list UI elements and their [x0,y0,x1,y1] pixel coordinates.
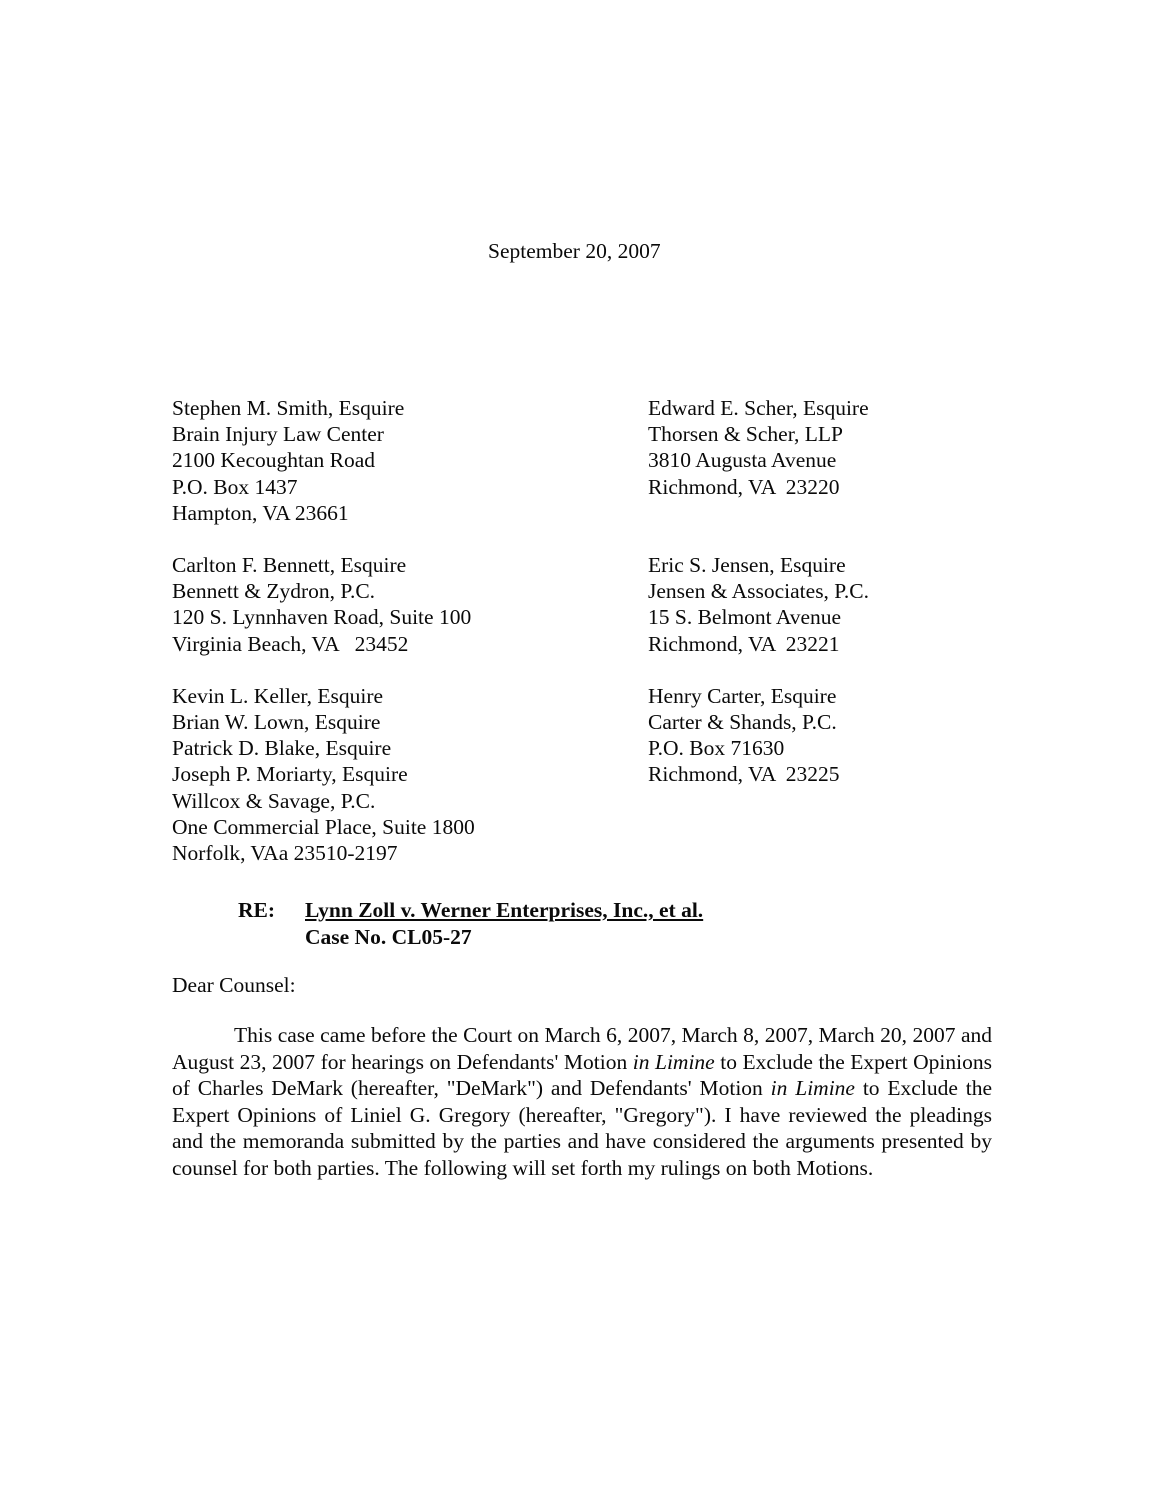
recipient-row [172,683,1052,866]
re-block [238,897,703,950]
address-block-left [172,683,642,866]
re-case-name-line [238,897,703,924]
body-block [172,1022,992,1182]
body-paragraph-1: This case came before the Court on March 6, 2007, March 8, 2007, March 20, 2007 and August 23, 2007 for hearings on Defendants' Motion in Limine to Exclude the Expert Opinions of Charles DeMark (hereafter, "DeMark") and Defendants' Motion in Limine to Exclude the Expert Opinions of Liniel G. Gregory (hereafter, "Gregory"). I have reviewed the pleadings and the memoranda submitted by the parties and have considered the arguments presented by counsel for both parties. The following will set forth my rulings on both Motions. [172,1023,992,1180]
italic-run: in Limine [770,1076,855,1101]
address-line: Carlton F. Bennett, Esquire [172,553,407,578]
re-label: RE: [238,898,276,922]
re-case-name: Lynn Zoll v. Werner Enterprises, Inc., et al. [305,898,704,922]
address-line: 120 S. Lynnhaven Road, Suite 100 [172,605,472,630]
recipient-row [172,395,1052,526]
address-block-left [172,395,642,526]
address-line: Kevin L. Keller, Esquire [172,683,384,708]
address-line: Richmond, VA 23225 [648,762,840,787]
address-line: 3810 Augusta Avenue [648,448,837,473]
italic-run: in Limine [632,1049,715,1074]
address-line: Brain Injury Law Center [172,422,384,447]
address-line: Norfolk, VAa 23510-2197 [172,841,398,866]
address-line: Willcox & Savage, P.C. [172,788,376,813]
address-line: Eric S. Jensen, Esquire [648,553,846,578]
address-line: Thorsen & Scher, LLP [648,422,843,447]
address-line: Jensen & Associates, P.C. [648,579,869,604]
address-line: Joseph P. Moriarty, Esquire [172,762,408,787]
re-label-spacer [238,924,305,951]
address-line: Carter & Shands, P.C. [648,710,837,735]
re-case-number-line [238,924,703,951]
address-line: Henry Carter, Esquire [648,683,837,708]
address-line: Richmond, VA 23220 [648,474,840,499]
re-case-number: Case No. CL05-27 [305,924,472,949]
recipients-list [172,395,1052,866]
address-line: Virginia Beach, VA 23452 [172,631,409,656]
address-line: P.O. Box 71630 [648,736,785,761]
address-line: Stephen M. Smith, Esquire [172,396,405,420]
address-block-right [648,552,1048,657]
address-line: 15 S. Belmont Avenue [648,605,842,630]
address-line: Richmond, VA 23221 [648,631,840,656]
address-line: P.O. Box 1437 [172,474,298,499]
date-line: September 20, 2007 [488,239,661,263]
address-line: 2100 Kecoughtan Road [172,448,376,473]
address-line: Edward E. Scher, Esquire [648,396,869,420]
address-line: Brian W. Lown, Esquire [172,710,381,735]
address-line: Patrick D. Blake, Esquire [172,736,392,761]
recipient-row [172,552,1052,657]
address-block-right [648,683,1048,788]
address-line: Hampton, VA 23661 [172,500,349,525]
address-block-left [172,552,642,657]
address-line: Bennett & Zydron, P.C. [172,579,376,604]
address-block-right [648,395,1048,500]
salutation: Dear Counsel: [172,973,296,997]
address-line: One Commercial Place, Suite 1800 [172,814,475,839]
